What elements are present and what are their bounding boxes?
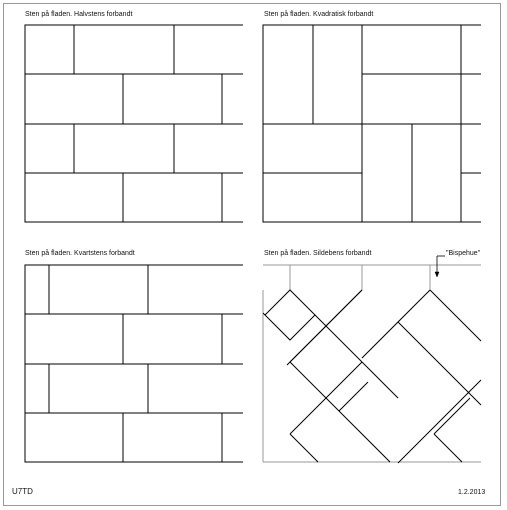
- panel-title-sildebens: Sten på fladen. Sildebens forbandt: [264, 250, 372, 257]
- footer-left-label: U7TD: [12, 487, 33, 496]
- panel-title-halvstens: Sten på fladen. Halvstens forbandt: [25, 11, 133, 18]
- herringbone-joint: [398, 380, 481, 463]
- herringbone-brick-cut: [265, 290, 315, 340]
- pattern-kvadratisk: [263, 25, 481, 222]
- herringbone-joint: [339, 411, 390, 462]
- pattern-sildebens: [263, 256, 481, 463]
- panel-title-kvartstens: Sten på fladen. Kvartstens forbandt: [25, 250, 135, 257]
- herringbone-joint: [315, 315, 362, 362]
- footer-date: 1.2.2013: [458, 489, 486, 496]
- herringbone-joint: [339, 382, 368, 411]
- pattern-kvartstens: [25, 265, 243, 462]
- herringbone-joint: [430, 290, 481, 341]
- herringbone-joint: [362, 362, 398, 398]
- pattern-halvstens: [25, 25, 243, 222]
- herringbone-joint: [290, 362, 339, 411]
- herringbone-joint: [290, 434, 318, 462]
- bispehue-callout-label: "Bispehue": [446, 250, 481, 257]
- herringbone-joint: [434, 434, 462, 462]
- bispehue-arrowhead: [435, 272, 439, 277]
- herringbone-joint: [362, 290, 430, 358]
- panel-title-kvadratisk: Sten på fladen. Kvadratisk forbandt: [264, 11, 374, 18]
- herringbone-joint: [434, 398, 470, 434]
